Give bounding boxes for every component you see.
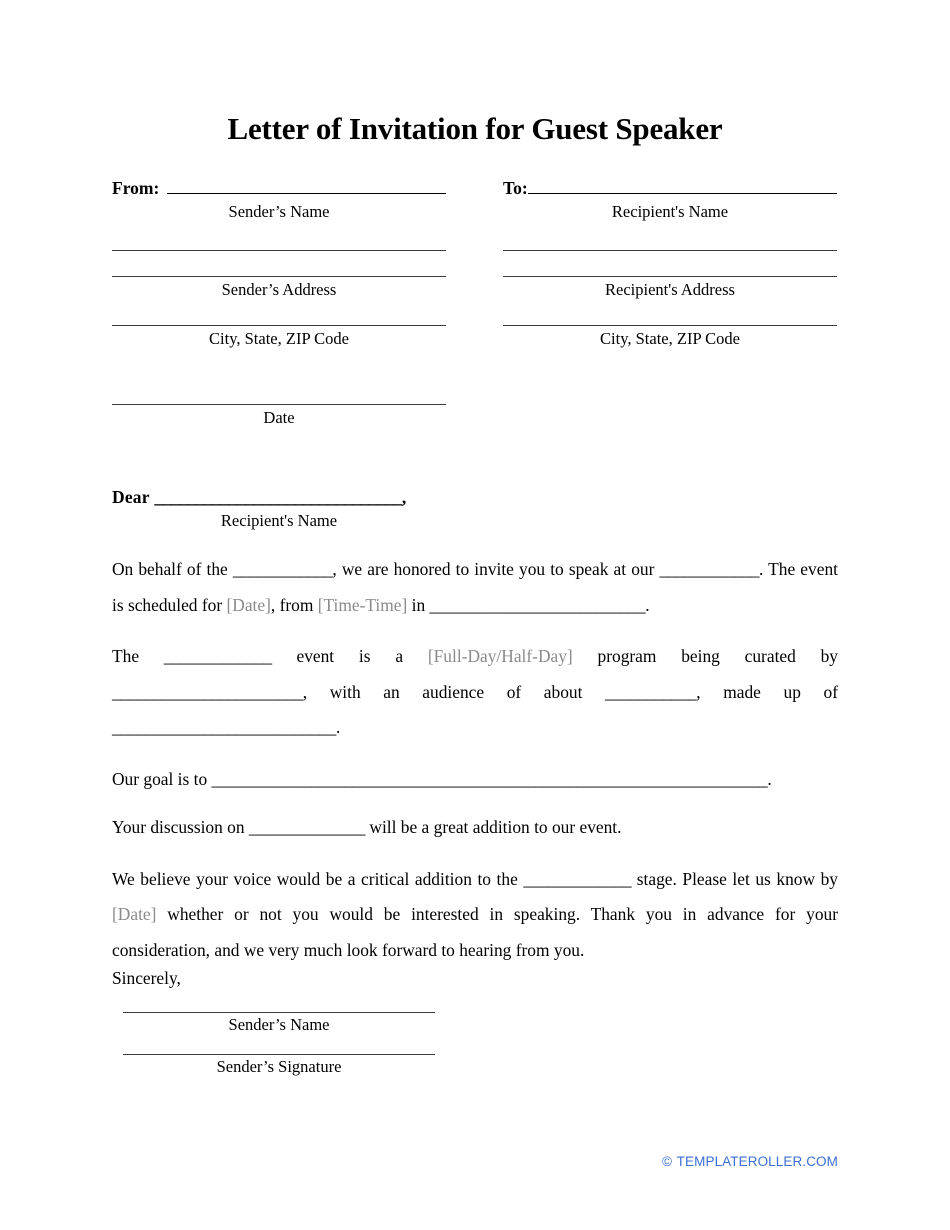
from-label: From: [112, 178, 160, 198]
body-paragraph-5 [112, 862, 838, 969]
salutation-caption: Recipient's Name [220, 511, 338, 530]
p1-blank-location[interactable]: __________________________ [429, 594, 646, 615]
to-row [503, 178, 837, 199]
p2-text-1: The [112, 646, 164, 666]
p1-text-1: On behalf of the [112, 559, 233, 579]
p2-text-5: , made up of [696, 681, 838, 702]
sender-city-caption: City, State, ZIP Code [209, 328, 349, 348]
body-paragraph-2 [112, 639, 838, 746]
page-title: Letter of Invitation for Guest Speaker [227, 111, 723, 146]
p4-text-2: will be a great addition to our event. [365, 817, 622, 837]
salutation-comma: , [401, 487, 407, 507]
p1-blank-event[interactable]: ____________ [659, 559, 760, 579]
spacer [123, 1033, 435, 1054]
p1-text-6: . [645, 594, 650, 615]
sender-name-caption: Sender’s Name [228, 202, 330, 221]
sender-name-input-line[interactable] [167, 178, 446, 194]
spacer [112, 251, 446, 276]
p1-text-3: . The event is scheduled for [112, 559, 838, 615]
address-columns [112, 178, 837, 347]
p2-text-4: , with an audience of about [302, 681, 606, 702]
to-label: To: [503, 178, 528, 198]
sender-name-signature-caption: Sender’s Name [228, 1015, 330, 1034]
p2-blank-audience-makeup[interactable]: ___________________________ [112, 717, 336, 737]
p1-text-4: , from [270, 594, 318, 615]
dear-label: Dear [112, 487, 150, 507]
spacer [503, 251, 837, 276]
body-paragraph-3 [112, 762, 838, 798]
p3-blank-goal[interactable]: ___________________________________________________________________ [211, 768, 768, 789]
footer-watermark[interactable] [662, 1154, 838, 1169]
p1-placeholder-date[interactable]: [Date] [226, 594, 271, 615]
recipient-name-input-line[interactable] [528, 178, 837, 194]
spacer [503, 299, 837, 325]
date-field [112, 404, 446, 426]
spacer [112, 220, 446, 250]
recipient-city-caption: City, State, ZIP Code [600, 328, 740, 348]
spacer [112, 299, 446, 325]
p4-text-1: Your discussion on [112, 817, 249, 837]
p5-placeholder-date[interactable]: [Date] [112, 904, 157, 924]
body-paragraph-1 [112, 552, 838, 623]
sign-off: Sincerely, [112, 968, 181, 988]
p1-text-2: , we are honored to invite you to speak at our [332, 559, 660, 579]
p5-text-2: stage. Please let us know by [631, 868, 838, 889]
signature-block [123, 1012, 435, 1076]
p2-text-2: event is a [271, 646, 428, 666]
p2-blank-audience-size[interactable]: ___________ [605, 681, 697, 702]
p2-text-3: program being curated by [572, 646, 838, 666]
recipient-column [503, 178, 837, 347]
p2-text-6: . [335, 717, 341, 737]
p1-placeholder-time[interactable]: [Time-Time] [317, 594, 408, 615]
p4-blank-topic[interactable]: ______________ [248, 817, 366, 837]
p5-blank-stage[interactable]: _____________ [523, 868, 632, 889]
p2-blank-curator[interactable]: _______________________ [112, 681, 303, 702]
p5-text-3: whether or not you would be interested in speaking. Thank you in advance for your consideration, and we very much look forward to hearing from you. [112, 904, 838, 960]
spacer [503, 220, 837, 250]
p3-text-1: Our goal is to [112, 768, 212, 789]
date-caption: Date [263, 408, 295, 427]
footer-site-label: TEMPLATEROLLER.COM [676, 1154, 838, 1169]
p2-blank-event-name[interactable]: _____________ [163, 646, 272, 666]
p5-text-1: We believe your voice would be a critical addition to the [112, 868, 524, 889]
copyright-icon: © [662, 1154, 673, 1169]
salutation-block [112, 487, 512, 531]
p3-text-2: . [767, 768, 772, 789]
recipient-name-caption: Recipient's Name [611, 202, 729, 221]
from-row [112, 178, 446, 199]
sender-column [112, 178, 446, 347]
p1-text-5: in [407, 594, 430, 615]
dear-row [112, 487, 512, 508]
sender-address-caption: Sender’s Address [221, 280, 337, 300]
body-paragraph-4 [112, 810, 838, 846]
letter-body [112, 552, 838, 968]
address-block [112, 178, 837, 347]
sender-signature-caption: Sender’s Signature [216, 1057, 342, 1077]
recipient-name-blank[interactable]: ______________________________ [154, 487, 402, 507]
p1-blank-organization[interactable]: ____________ [232, 559, 333, 579]
p2-placeholder-day-length[interactable]: [Full-Day/Half-Day] [427, 646, 573, 666]
recipient-address-caption: Recipient's Address [605, 280, 735, 300]
